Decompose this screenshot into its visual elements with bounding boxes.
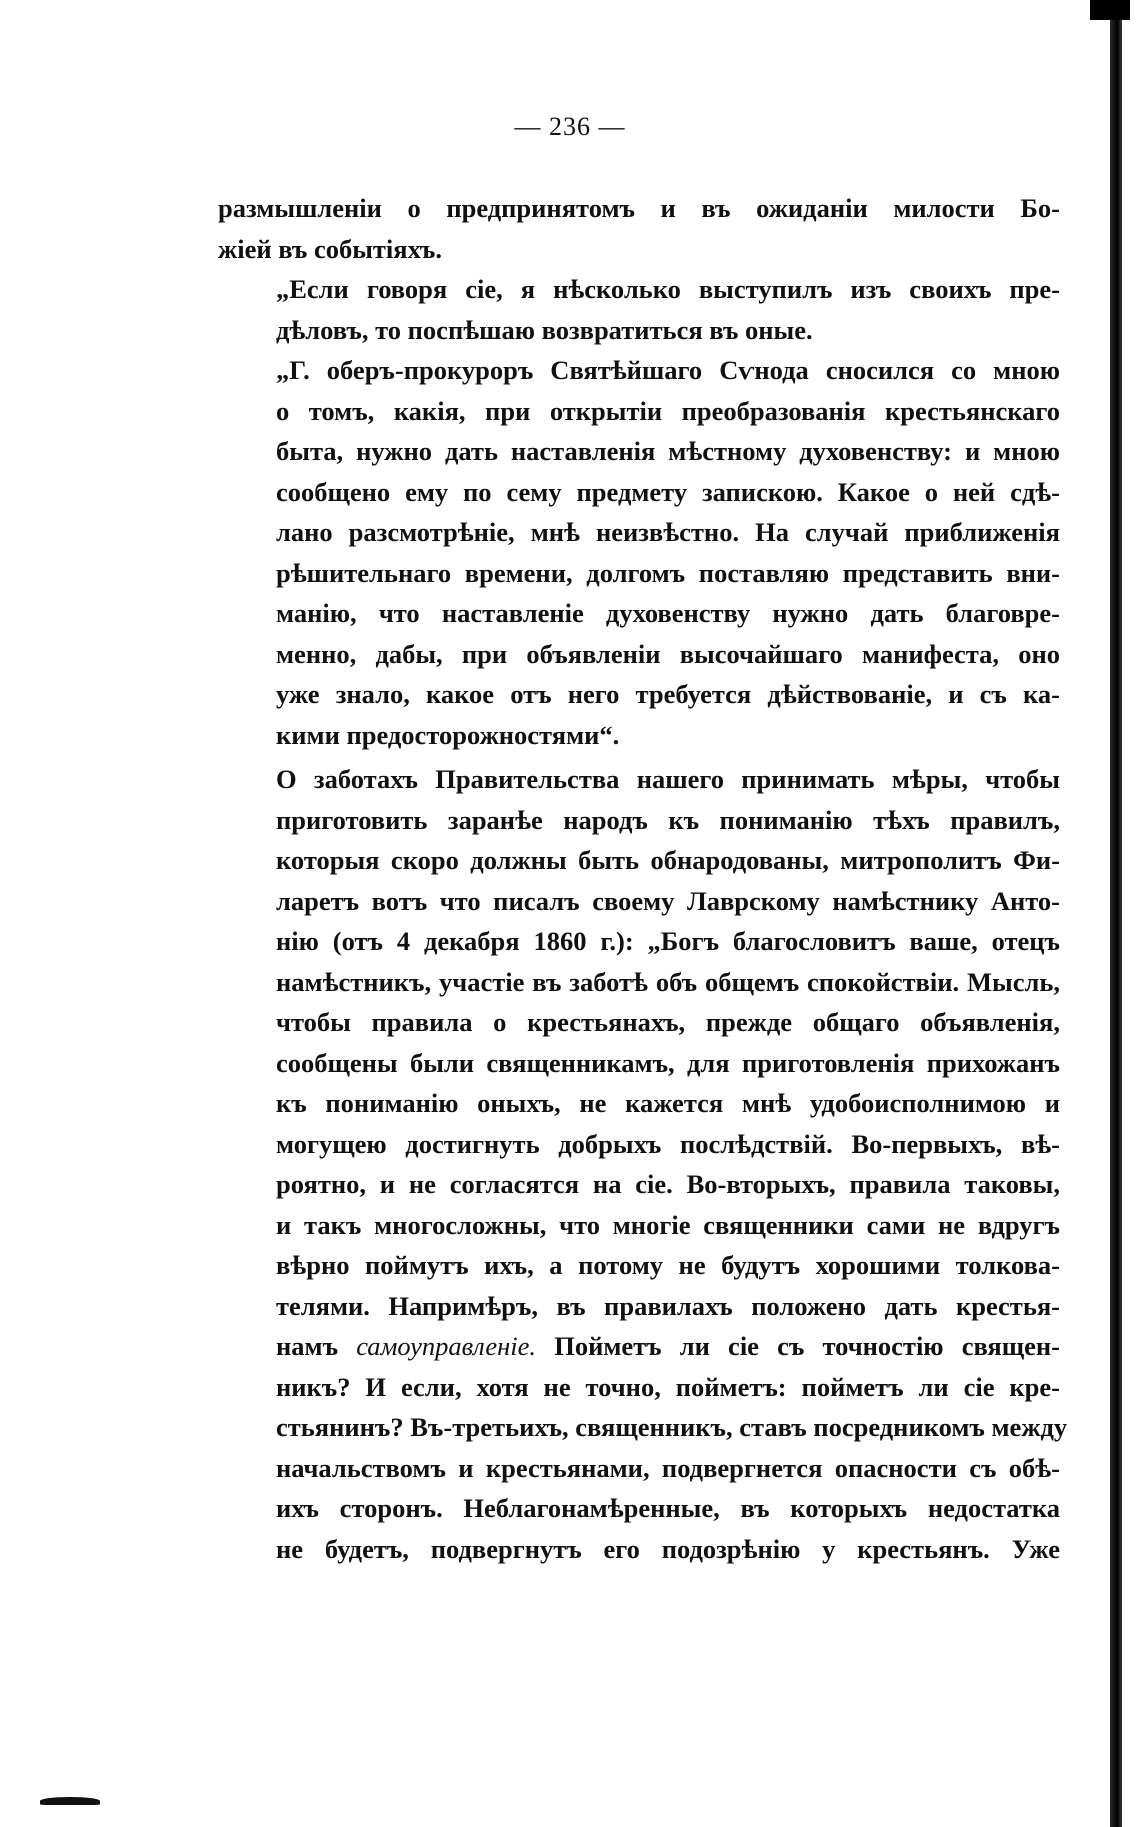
text-line: намѣстникъ, участіе въ заботѣ объ общемъ спокойствіи. Мысль, <box>276 966 1060 997</box>
paragraph-1 <box>218 188 1060 269</box>
text-line: роятно, и не согласятся на сіе. Во-вторыхъ, правила таковы, <box>276 1169 1060 1199</box>
text-line: сообщено ему по сему предмету запискою. Какое о ней сдѣ- <box>276 476 1060 507</box>
text-line: менно, дабы, при объявленіи высочайшаго манифеста, оно <box>276 638 1060 669</box>
text-fragment: Пойметъ ли сіе съ точностію священ- <box>554 1331 1060 1361</box>
text-line: о томъ, какія, при открытіи преобразованія крестьянскаго <box>276 395 1060 426</box>
text-line: никъ? И если, хотя не точно, пойметъ: пойметъ ли сіе кре- <box>276 1371 1060 1402</box>
scan-page-edge <box>1110 0 1122 1827</box>
text-line: дѣловъ, то поспѣшаю возвратиться въ оные. <box>276 314 813 345</box>
text-line: рѣшительнаго времени, долгомъ поставляю представить вни- <box>276 557 1060 588</box>
text-line: „Г. оберъ-прокуроръ Святѣйшаго Сѵнода сносился со мною <box>276 355 1060 385</box>
text-line: вѣрно поймутъ ихъ, а потому не будутъ хорошими толкова- <box>276 1250 1060 1280</box>
text-line: чтобы правила о крестьянахъ, прежде общаго объявленія, <box>276 1007 1060 1037</box>
text-line: и такъ многосложны, что многіе священники сами не вдругъ <box>276 1209 1060 1240</box>
text-line: быта, нужно дать наставленія мѣстному духовенству: и мною <box>276 436 1060 466</box>
text-line: кими предосторожностями“. <box>276 719 620 750</box>
text-line: нію (отъ 4 декабря 1860 г.): „Богъ благословитъ ваше, отецъ <box>276 926 1060 956</box>
text-line: могущею достигнуть добрыхъ послѣдствій. Во-первыхъ, вѣ- <box>276 1128 1060 1159</box>
italic-term: самоуправленіе. <box>356 1331 537 1361</box>
text-fragment: намъ <box>276 1331 339 1361</box>
text-line: О заботахъ Правительства нашего принимать мѣры, чтобы <box>276 764 1060 794</box>
text-line: размышленіи о предпринятомъ и въ ожиданіи милости Бо- <box>218 193 1060 223</box>
text-line: манію, что наставленіе духовенству нужно дать благовре- <box>276 598 1060 628</box>
body-text <box>218 188 1068 1569</box>
text-line: телями. Напримѣръ, въ правилахъ положено дать крестья- <box>276 1290 1060 1321</box>
paragraph-2 <box>218 269 1060 350</box>
text-line: „Если говоря сіе, я нѣсколько выступилъ изъ своихъ пре- <box>276 274 1060 304</box>
text-line: приготовить заранѣе народъ къ пониманію тѣхъ правилъ, <box>276 804 1060 835</box>
text-line: лано разсмотрѣніе, мнѣ неизвѣстно. На случай приближенія <box>276 517 1060 547</box>
paragraph-3 <box>218 350 1060 755</box>
text-line: жіей въ событіяхъ. <box>218 233 442 264</box>
text-line: сообщены были священникамъ, для приготовленія прихожанъ <box>276 1047 1060 1078</box>
text-line: къ пониманію оныхъ, не кажется мнѣ удобоисполнимою и <box>276 1088 1060 1118</box>
scan-smudge <box>40 1797 100 1805</box>
text-line: ихъ сторонъ. Неблагонамѣренные, въ которыхъ недостатка <box>276 1493 1060 1523</box>
text-line: стьянинъ? Въ-третьихъ, священникъ, ставъ посредникомъ между <box>276 1412 1068 1442</box>
page-number: — 236 — <box>514 112 626 141</box>
text-line: которыя скоро должны быть обнародованы, митрополитъ Фи- <box>276 845 1060 875</box>
scan-page-edge-top <box>1090 0 1130 20</box>
text-line: начальствомъ и крестьянами, подвергнется опасности съ обѣ- <box>276 1452 1060 1483</box>
text-line: ларетъ вотъ что писалъ своему Лаврскому намѣстнику Анто- <box>276 885 1060 916</box>
text-line: уже знало, какое отъ него требуется дѣйствованіе, и съ ка- <box>276 679 1060 709</box>
text-line: не будетъ, подвергнутъ его подозрѣнію у крестьянъ. Уже <box>276 1533 1060 1564</box>
text-line-with-italic <box>218 1326 1060 1367</box>
paragraph-4 <box>218 759 1068 1569</box>
